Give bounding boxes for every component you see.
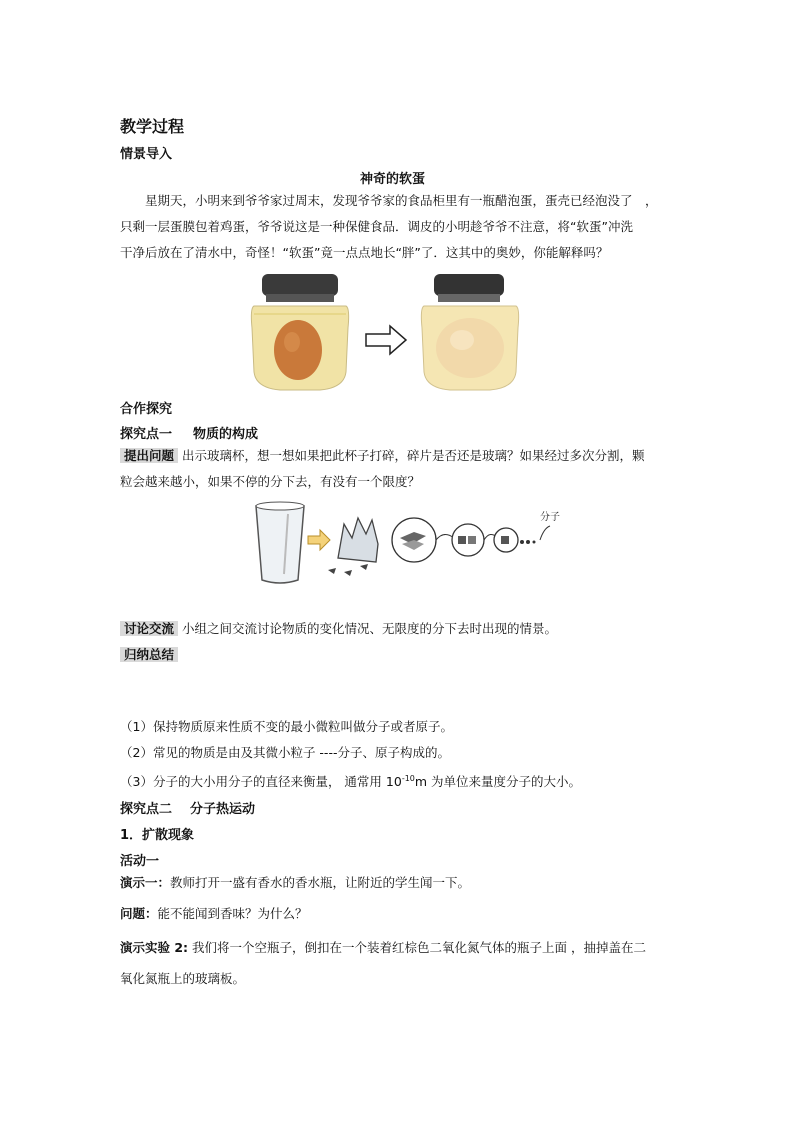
point1-label: 探究点一 [120, 427, 173, 442]
discussion-line [120, 616, 557, 642]
broken-glass-icon [328, 518, 378, 576]
raise-question-line-2: 粒会越来越小，如果不停的分下去，有没有一个限度？ [120, 474, 421, 489]
demo1-text: 教师打开一盛有香水的香水瓶，让附近的学生闻一下。 [170, 875, 471, 890]
discussion-text: 小组之间交流讨论物质的变化情况、无限度的分下去时出现的情景。 [182, 621, 558, 636]
glass-cup-icon [256, 502, 304, 583]
demo1-line [120, 870, 470, 896]
heading-teaching-process: 教学过程 [120, 117, 185, 136]
glass-division-diagram [248, 500, 578, 590]
heading-scenario-intro: 情景导入 [120, 147, 173, 162]
point2-title: 分子热运动 [190, 802, 256, 817]
summary-item-3-pre: （3）分子的大小用分子的直径来衡量， 通常用 10 [120, 774, 402, 790]
magnify-circle-1 [392, 518, 436, 562]
jar-after-icon [421, 274, 518, 390]
demo2-text-1: 我们将一个空瓶子，倒扣在一个装着红棕色二氧化氮气体的瓶子上面 ，抽掉盖在二 [188, 940, 647, 955]
story-line-1: 星期天，小明来到爷爷家过周末，发现爷爷家的食品柜里有一瓶醋泡蛋，蛋壳已经泡没了 ， [145, 193, 658, 208]
demo2-label: 演示实验 2: [120, 940, 189, 955]
story-title: 神奇的软蛋 [360, 172, 426, 187]
magnify-circle-3 [494, 528, 518, 552]
raise-question-tag: 提出问题 [120, 448, 178, 463]
summary-item-3-post: m 为单位来量度分子的大小。 [414, 774, 582, 790]
discussion-tag: 讨论交流 [120, 621, 178, 636]
summary-tag-line [120, 642, 178, 668]
raise-question-text-1: 出示玻璃杯，想一想如果把此杯子打碎，碎片是否还是玻璃？如果经过多次分割，颗 [182, 448, 645, 463]
question-label: 问题： [120, 906, 158, 921]
question-line [120, 901, 308, 927]
summary-item-2: （2）常见的物质是由及其微小粒子 ----分子、原子构成的。 [120, 745, 450, 760]
egg-jars-illustration [240, 268, 540, 394]
summary-tag: 归纳总结 [120, 647, 178, 662]
story-line-2: 只剩一层蛋膜包着鸡蛋，爷爷说这是一种保健食品．调皮的小明趁爷爷不注意，将“软蛋”冲洗 [120, 219, 633, 234]
summary-item-3-exponent: -10 [401, 774, 415, 783]
magnify-circle-2 [452, 524, 484, 556]
summary-item-3 [120, 766, 581, 795]
point1-title: 物质的构成 [193, 427, 259, 442]
activity1-heading: 活动一 [120, 854, 160, 869]
raise-question-line-1 [120, 443, 645, 469]
heading-coop-explore: 合作探究 [120, 402, 173, 417]
point2-label: 探究点二 [120, 802, 173, 817]
jar-before-icon [251, 274, 348, 390]
arrow-right-icon [366, 326, 406, 354]
question-text: 能不能闻到香味？为什么？ [157, 906, 308, 921]
arrow-icon [308, 530, 330, 550]
story-line-3: 干净后放在了清水中，奇怪！“软蛋”竟一点点地长“胖”了．这其中的奥妙，你能解释吗？ [120, 245, 609, 260]
summary-item-1: （1）保持物质原来性质不变的最小微粒叫做分子或者原子。 [120, 719, 453, 734]
demo2-line-2: 氧化氮瓶上的玻璃板。 [120, 971, 246, 986]
diffusion-heading: 1．扩散现象 [120, 828, 195, 843]
demo2-line-1 [120, 935, 646, 961]
demo1-label: 演示一： [120, 875, 171, 890]
molecule-label: 分子 [540, 512, 560, 523]
